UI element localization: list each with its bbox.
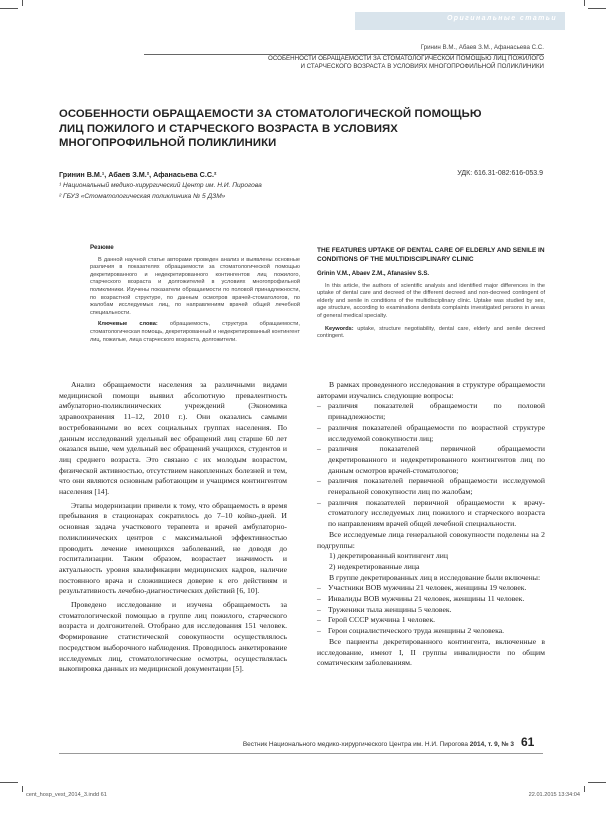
- footer-rule: [59, 753, 543, 754]
- abstract-ru-heading: Резюме: [90, 244, 114, 251]
- list-item: – различия показателей обращаемости по половой принадлежности;: [317, 401, 545, 422]
- journal-volume: 2014, т. 9, № 3: [469, 741, 514, 748]
- crop-mark: [584, 786, 585, 792]
- body-paragraph: Проведено исследование и изучена обращаемость за стоматологической помощью в группе лиц пожилого, старческого возраста и долгожителей. Отобрано для исследования 151 человек. Формирование статистической совокупности осуществлялось посредством выборочного наблюдения. Проводилось анкетирование исследуемых лиц, стоматологические осмотры, осуществлялась выкопировка данных из медицинской документации [5].: [59, 600, 287, 674]
- keywords-label: Ключевые слова:: [98, 321, 158, 328]
- crop-mark: [22, 786, 23, 792]
- list-item: – различия показателей первичной обращаемости к врачу-стоматологу исследуемых лиц пожилого и старческого возраста по направлениям врачей общей лечебной специальности.: [317, 498, 545, 530]
- group-item: 1) декретированный контингент лиц: [329, 551, 448, 561]
- body-paragraph: В рамках проведенного исследования в структуре обращаемости авторами изучались следующие вопросы:: [317, 380, 545, 400]
- affiliation: ¹ Национальный медико-хирургический Центр им. Н.И. Пирогова: [59, 182, 262, 189]
- section-label: Оригинальные статьи: [446, 15, 557, 22]
- crop-mark: [0, 8, 18, 9]
- keywords-text: обращаемость, структура обращаемости, стоматологическая помощь, декретированный и недекретированный контингент лиц, пожилые, лица старческого возраста, долгожители.: [90, 321, 300, 343]
- title-line: ОСОБЕННОСТИ ОБРАЩАЕМОСТИ ЗА СТОМАТОЛОГИЧЕСКОЙ ПОМОЩЬЮ: [59, 108, 482, 120]
- running-title-line: И СТАРЧЕСКОГО ВОЗРАСТА В УСЛОВИЯХ МНОГОПРОФИЛЬНОЙ ПОЛИКЛИНИКИ: [300, 63, 544, 70]
- keywords-text: uptake, structure negotiability, dental care, elderly and senile decreed contingent.: [317, 325, 545, 340]
- body-paragraph: Анализ обращаемости населения за различными видами медицинской помощи выявил абсолютную превалентность амбулаторно-поликлинических учреждений (Экономика здравоохранения 11–12, 2010 г.). Они оказались самыми востребованными во всех социальных группах населения. По данным исследований удельный вес обращений лиц старше 60 лет оказался выше, чем удельный вес обращений учащихся, студентов и лиц среднего возраста. Это связано с их молодым возрастом, физической активностью, отсутствием накопленных болезней и тем, что они являются основным работающим и учащимся контингентом населения [14].: [59, 380, 287, 497]
- article-authors: Гринин В.М.¹, Абаев З.М.², Афанасьева С.С.²: [59, 170, 217, 179]
- udk-code: УДК: 616.31-082:616-053.9: [457, 170, 543, 177]
- list-item: – Участники ВОВ мужчины 21 человек, женщины 19 человек.: [317, 583, 545, 594]
- page-number: 61: [521, 735, 535, 749]
- slug-timestamp: 22.01.2015 13:34:04: [528, 792, 580, 798]
- list-item: – Герои социалистического труда женщины 2 человека.: [317, 626, 545, 637]
- group-item: 2) недекретированные лица: [329, 561, 420, 571]
- section-label-bar: [355, 12, 565, 30]
- body-paragraph: Этапы модернизации привели к тому, что обращаемость в время пребывания в стационарах сократилось до 7–10 койко-дней. И основная задача участкового терапевта и врачей амбулаторно-поликлинических центров с максимальной эффективностью проводить лечение имеющихся заболеваний, не доводя до госпитализации. Таким образом, возрастает значимость и актуальность уровня квалификации медицинских кадров, наличие постоянного врача и сложившиеся доверие к его действиям и результативность лечебно-диагностических действий [6, 10].: [59, 500, 287, 596]
- crop-mark: [0, 782, 18, 783]
- abstract-ru-text: В данной научной статье авторами проведен анализ и выявлены основные различия в показателях обращаемости за стоматологической помощью декретированного и недекретированного контингентов лиц пожилого, старческого возраста и долгожителей в условиях многопрофильной поликлиники. Изучены показатели обращаемости по половой принадлежности, по возрастной структуре, по данным осмотров врачей-стоматологов, по жалобам исследуемых лиц, по направлениям врачей общей лечебной специальности.: [90, 256, 300, 316]
- keywords-label: Keywords:: [325, 325, 354, 332]
- list-item: – Инвалиды ВОВ мужчины 21 человек, женщины 11 человек.: [317, 594, 545, 605]
- list-item: – Труженики тыла женщины 5 человек.: [317, 605, 545, 616]
- crop-mark: [588, 8, 606, 9]
- title-line: МНОГОПРОФИЛЬНОЙ ПОЛИКЛИНИКИ: [59, 137, 277, 149]
- abstract-ru: [90, 244, 300, 344]
- crop-mark: [22, 0, 23, 6]
- decreed-list: [317, 583, 545, 637]
- journal-name: Вестник Национального медико-хирургического Центра им. Н.И. Пирогова: [242, 741, 468, 748]
- list-item: – различия показателей обращаемости по возрастной структуре исследуемой совокупности лиц;: [317, 423, 545, 444]
- abstract-en: [317, 246, 545, 341]
- crop-mark: [588, 782, 606, 783]
- running-title-line: ОСОБЕННОСТИ ОБРАЩАЕМОСТИ ЗА СТОМАТОЛОГИЧЕСКОЙ ПОМОЩЬЮ ЛИЦ ПОЖИЛОГО: [268, 55, 544, 62]
- body-column-left: [59, 380, 287, 675]
- abstract-en-authors: Grinin V.M., Abaev Z.M., Afanasiev S.S.: [317, 270, 430, 277]
- list-item: – Герой СССР мужчина 1 человек.: [317, 615, 545, 626]
- affiliation: ² ГБУЗ «Стоматологическая поликлиника № 5 ДЗМ»: [59, 193, 226, 200]
- abstract-en-text: In this article, the authors of scientific analysis and identified major differences in the uptake of dental care and decreed of the different decreed and non-decreed contingent of elderly and senile in conditions of the multidisciplinary clinic. Uptake was studied by sex, age structure, according to examinations dentists complaints investigated persons in areas of general medical specialty.: [317, 282, 545, 319]
- abstract-en-keywords: [317, 326, 545, 341]
- abstract-en-title: THE FEATURES UPTAKE OF DENTAL CARE OF ELDERLY AND SENILE IN CONDITIONS OF THE MULTIDISCIPLINARY CLINIC: [317, 247, 545, 263]
- slug-file: cent_hosp_vest_2014_3.indd 61: [26, 792, 107, 798]
- title-line: ЛИЦ ПОЖИЛОГО И СТАРЧЕСКОГО ВОЗРАСТА В УСЛОВИЯХ: [59, 122, 398, 135]
- running-head: [144, 44, 544, 71]
- body-paragraph: В группе декретированных лиц в исследование были включены:: [329, 572, 541, 582]
- list-item: – различия показателей первичной обращаемости декретированного и недекретированного контингентов лиц по данным осмотров врачей-стоматологов;: [317, 444, 545, 476]
- body-paragraph: Все исследуемые лица генеральной совокупности поделены на 2 подгруппы:: [317, 529, 545, 550]
- questions-list: [317, 401, 545, 529]
- running-authors: Гринин В.М., Абаев З.М., Афанасьева С.С.: [420, 44, 544, 51]
- article-title: [59, 107, 499, 151]
- abstract-ru-keywords: [90, 321, 300, 344]
- body-column-right: [317, 380, 545, 669]
- body-paragraph: Все пациенты декретированного контингента, включенные в исследование, имеют I, II группы инвалидности по общим соматическим заболеваниям.: [317, 636, 545, 668]
- crop-mark: [584, 0, 585, 6]
- list-item: – различия показателей первичной обращаемости исследуемой генеральной совокупности лиц по жалобам;: [317, 476, 545, 497]
- page-footer: [59, 741, 514, 748]
